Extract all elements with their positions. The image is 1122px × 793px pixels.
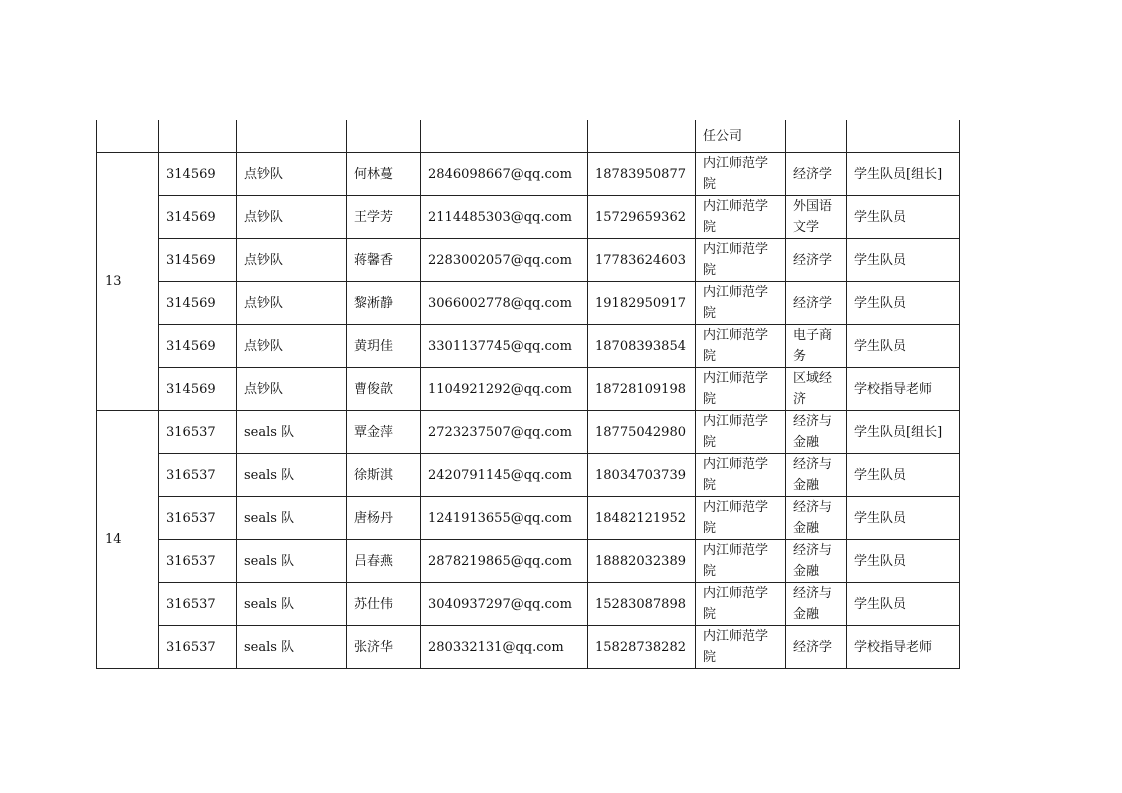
school-cell: 内江师范学院 [696,540,786,583]
phone-cell: 18482121952 [588,497,696,540]
major-cell: 经济与金融 [786,497,847,540]
major-cell: 经济学 [786,282,847,325]
team-id-cell: 316537 [159,626,237,669]
role-cell [847,120,960,153]
major-cell: 电子商务 [786,325,847,368]
school-cell: 内江师范学院 [696,411,786,454]
role-cell: 学生队员 [847,325,960,368]
school-cell: 内江师范学院 [696,626,786,669]
phone-cell: 15828738282 [588,626,696,669]
participants-table [96,120,960,669]
role-cell: 学校指导老师 [847,368,960,411]
team-id-cell: 316537 [159,583,237,626]
school-cell: 内江师范学院 [696,368,786,411]
role-cell: 学生队员 [847,497,960,540]
email-cell: 3040937297@qq.com [421,583,588,626]
major-cell: 外国语文学 [786,196,847,239]
team-id-cell: 316537 [159,497,237,540]
email-cell: 2420791145@qq.com [421,454,588,497]
role-cell: 学生队员 [847,540,960,583]
team-id-cell: 314569 [159,325,237,368]
email-cell: 2723237507@qq.com [421,411,588,454]
team-name-cell: seals 队 [237,411,347,454]
school-cell: 内江师范学院 [696,153,786,196]
email-cell: 1104921292@qq.com [421,368,588,411]
major-cell: 经济与金融 [786,583,847,626]
team-id-cell: 316537 [159,411,237,454]
name-cell: 覃金萍 [347,411,421,454]
team-name-cell: 点钞队 [237,239,347,282]
major-cell: 经济与金融 [786,540,847,583]
continuation-row [97,120,960,153]
name-cell: 曹俊歆 [347,368,421,411]
major-cell: 区域经济 [786,368,847,411]
role-cell: 学校指导老师 [847,626,960,669]
role-cell: 学生队员[组长] [847,153,960,196]
team-name-cell: seals 队 [237,497,347,540]
phone-cell: 19182950917 [588,282,696,325]
email-cell [421,120,588,153]
team-id-cell: 316537 [159,540,237,583]
email-cell: 2878219865@qq.com [421,540,588,583]
name-cell: 唐杨丹 [347,497,421,540]
team-name-cell: 点钞队 [237,153,347,196]
name-cell: 何林蔓 [347,153,421,196]
phone-cell: 18783950877 [588,153,696,196]
team-name-cell [237,120,347,153]
table-row [97,540,960,583]
table-row [97,239,960,282]
team-name-cell: 点钞队 [237,196,347,239]
phone-cell: 17783624603 [588,239,696,282]
name-cell: 徐斯淇 [347,454,421,497]
email-cell: 2283002057@qq.com [421,239,588,282]
role-cell: 学生队员 [847,196,960,239]
team-id-cell: 316537 [159,454,237,497]
role-cell: 学生队员 [847,454,960,497]
school-cell: 任公司 [696,120,786,153]
table-row [97,153,960,196]
team-name-cell: 点钞队 [237,282,347,325]
phone-cell [588,120,696,153]
name-cell: 苏仕伟 [347,583,421,626]
team-name-cell: seals 队 [237,540,347,583]
name-cell: 王学芳 [347,196,421,239]
role-cell: 学生队员[组长] [847,411,960,454]
role-cell: 学生队员 [847,583,960,626]
major-cell: 经济学 [786,626,847,669]
name-cell [347,120,421,153]
table-row [97,282,960,325]
email-cell: 3066002778@qq.com [421,282,588,325]
team-id-cell: 314569 [159,239,237,282]
email-cell: 1241913655@qq.com [421,497,588,540]
email-cell: 2846098667@qq.com [421,153,588,196]
table-body [97,120,960,669]
team-id-cell: 314569 [159,196,237,239]
email-cell: 280332131@qq.com [421,626,588,669]
school-cell: 内江师范学院 [696,282,786,325]
team-name-cell: 点钞队 [237,368,347,411]
role-cell: 学生队员 [847,282,960,325]
phone-cell: 18882032389 [588,540,696,583]
major-cell: 经济与金融 [786,411,847,454]
school-cell: 内江师范学院 [696,497,786,540]
name-cell: 吕春燕 [347,540,421,583]
table-row [97,583,960,626]
team-id-cell: 314569 [159,368,237,411]
table-row [97,196,960,239]
name-cell: 黎淅静 [347,282,421,325]
table-row [97,626,960,669]
group-number-cell: 14 [97,411,159,669]
major-cell: 经济与金融 [786,454,847,497]
school-cell: 内江师范学院 [696,454,786,497]
phone-cell: 18034703739 [588,454,696,497]
group-number-cell: 13 [97,153,159,411]
phone-cell: 18728109198 [588,368,696,411]
team-name-cell: 点钞队 [237,325,347,368]
role-cell: 学生队员 [847,239,960,282]
school-cell: 内江师范学院 [696,196,786,239]
group-cell [97,120,159,153]
team-name-cell: seals 队 [237,454,347,497]
school-cell: 内江师范学院 [696,583,786,626]
table-row [97,497,960,540]
email-cell: 2114485303@qq.com [421,196,588,239]
major-cell: 经济学 [786,153,847,196]
name-cell: 蒋馨香 [347,239,421,282]
school-cell: 内江师范学院 [696,239,786,282]
team-id-cell [159,120,237,153]
team-id-cell: 314569 [159,153,237,196]
table-row [97,411,960,454]
major-cell: 经济学 [786,239,847,282]
table-row [97,368,960,411]
team-name-cell: seals 队 [237,626,347,669]
table-row [97,325,960,368]
table-row [97,454,960,497]
name-cell: 黄玥佳 [347,325,421,368]
phone-cell: 15729659362 [588,196,696,239]
email-cell: 3301137745@qq.com [421,325,588,368]
phone-cell: 18775042980 [588,411,696,454]
phone-cell: 18708393854 [588,325,696,368]
name-cell: 张济华 [347,626,421,669]
school-cell: 内江师范学院 [696,325,786,368]
team-id-cell: 314569 [159,282,237,325]
major-cell [786,120,847,153]
phone-cell: 15283087898 [588,583,696,626]
team-name-cell: seals 队 [237,583,347,626]
